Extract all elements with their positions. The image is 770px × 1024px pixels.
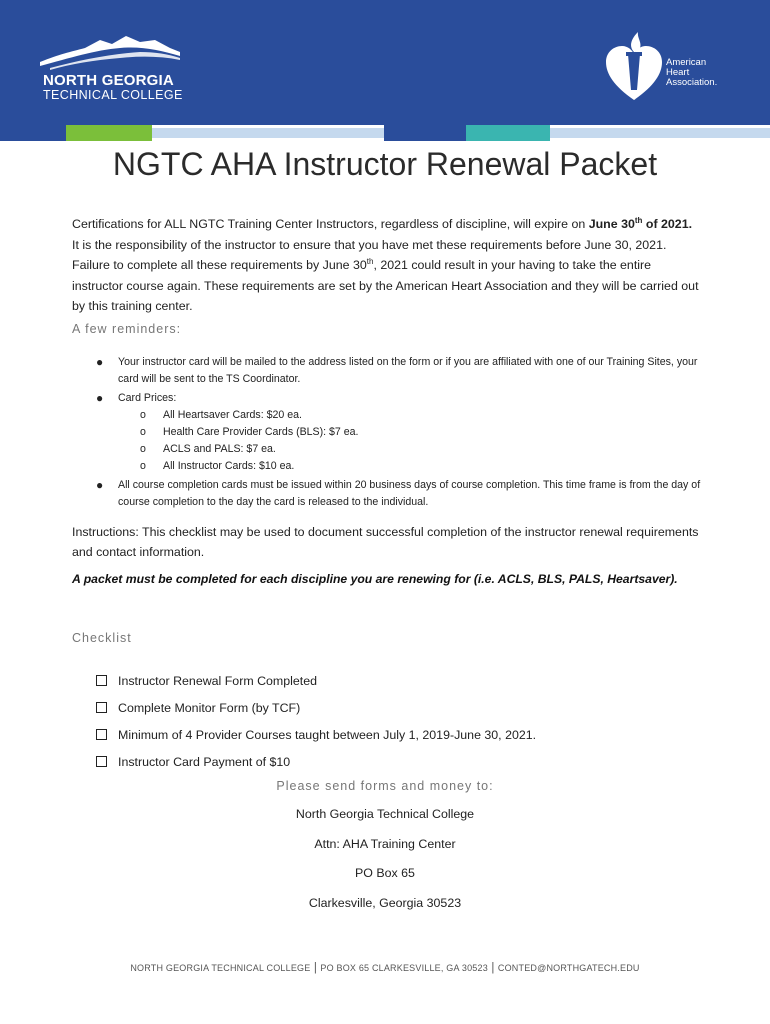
- aha-logo: [604, 30, 734, 102]
- checklist-heading: Checklist: [72, 631, 132, 645]
- checklist: [96, 667, 536, 775]
- list-item: ● Card Prices: o All Heartsaver Cards: $20 ea. o Health Care Provider Cards (BLS): $7 ea. o ACLS and PALS: $7 ea. o All Instructor Cards: $10 ea.: [96, 390, 706, 475]
- aha-name: American Heart Association.: [666, 57, 718, 88]
- ngtc-logo: [40, 32, 183, 102]
- heart-torch-icon: [604, 30, 664, 102]
- mountain-logo-icon: [40, 32, 180, 72]
- address-line: PO Box 65: [355, 866, 415, 880]
- list-item: o Health Care Provider Cards (BLS): $7 ea.: [140, 426, 359, 438]
- ngtc-name: NORTH GEORGIA: [43, 72, 174, 89]
- footer-email-link[interactable]: CONTED@NORTHGATECH.EDU: [497, 963, 640, 973]
- footer-college: NORTH GEORGIA TECHNICAL COLLEGE: [130, 963, 311, 973]
- checkbox-icon[interactable]: [96, 675, 107, 686]
- checklist-item[interactable]: Instructor Card Payment of $10: [96, 748, 536, 775]
- mailing-address: [0, 807, 770, 925]
- list-item: o All Heartsaver Cards: $20 ea.: [140, 409, 302, 421]
- reminders-heading: A few reminders:: [72, 322, 182, 336]
- footer-address: PO BOX 65 CLARKESVILLE, GA 30523: [320, 963, 488, 973]
- packet-note: A packet must be completed for each discipline you are renewing for (i.e. ACLS, BLS, PALS, Heartsaver).: [72, 572, 678, 586]
- checkbox-icon[interactable]: [96, 702, 107, 713]
- ngtc-subtitle: TECHNICAL COLLEGE: [43, 88, 183, 102]
- intro-paragraph: Certifications for ALL NGTC Training Center Instructors, regardless of discipline, will expire on June 30th of 2021. It is the responsibility of the instructor to ensure that you have met these requirements before June 30, 2021. Failure to complete all these requirements by June 30th, 2021 could result in your having to take the entire instructor course again. These requirements are set by the American Heart Association and they will be carried out by this training center.: [72, 215, 699, 313]
- list-item: o All Instructor Cards: $10 ea.: [140, 460, 295, 472]
- send-heading: Please send forms and money to:: [276, 779, 494, 793]
- brand-color-bar: [0, 125, 770, 139]
- address-line: North Georgia Technical College: [295, 807, 475, 821]
- page-title: NGTC AHA Instructor Renewal Packet: [112, 146, 658, 182]
- checklist-item[interactable]: Instructor Renewal Form Completed: [96, 667, 536, 694]
- instructions-text: Instructions: This checklist may be used to document successful completion of the instructor renewal requirements and contact information.: [72, 525, 699, 559]
- page-header: [0, 0, 770, 125]
- list-item: o ACLS and PALS: $7 ea.: [140, 443, 276, 455]
- card-prices-list: [140, 407, 706, 475]
- checklist-item[interactable]: Complete Monitor Form (by TCF): [96, 694, 536, 721]
- reminders-list: [96, 354, 706, 513]
- checkbox-icon[interactable]: [96, 756, 107, 767]
- page-footer: NORTH GEORGIA TECHNICAL COLLEGE | PO BOX 65 CLARKESVILLE, GA 30523 | CONTED@NORTHGATECH.EDU: [130, 962, 640, 974]
- address-line: Attn: AHA Training Center: [314, 836, 456, 851]
- list-item: ● All course completion cards must be issued within 20 business days of course completion. This time frame is from the day of course completion to the day the card is released to the individual.: [96, 478, 701, 508]
- address-line: Clarkesville, Georgia 30523: [308, 895, 462, 910]
- list-item: ● Your instructor card will be mailed to the address listed on the form or if you are affiliated with one of our Training Sites, your card will be sent to the TS Coordinator.: [96, 355, 698, 385]
- checklist-item[interactable]: Minimum of 4 Provider Courses taught between July 1, 2019-June 30, 2021.: [96, 721, 536, 748]
- checkbox-icon[interactable]: [96, 729, 107, 740]
